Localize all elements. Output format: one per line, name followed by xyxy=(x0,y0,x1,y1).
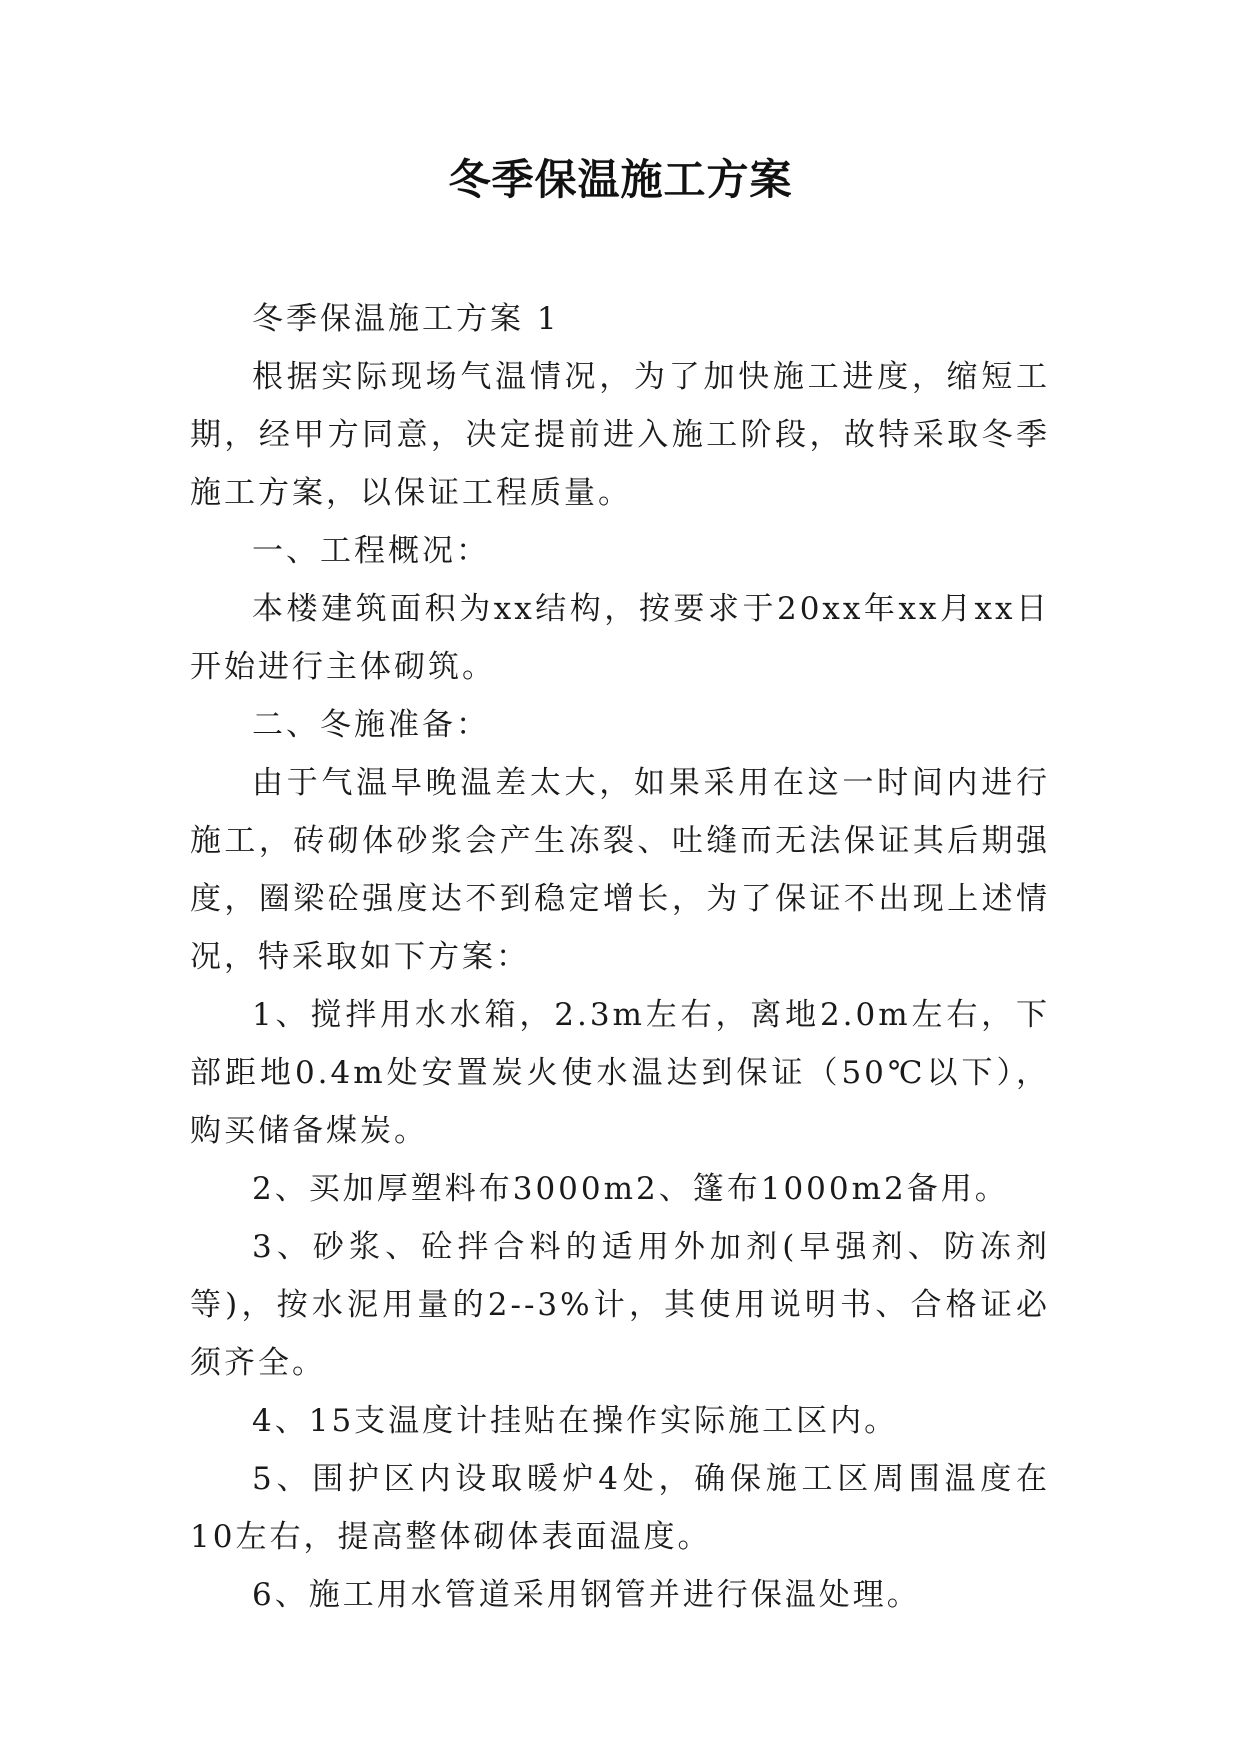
list-item: 2、买加厚塑料布3000m2、篷布1000m2备用。 xyxy=(252,1171,1009,1207)
body-paragraph: 由于气温早晚温差太大，如果采用在这一时间内进行施工，砖砌体砂浆会产生冻裂、吐缝而无法保证其后期强度，圈梁砼强度达不到稳定增长，为了保证不出现上述情况，特采取如下方案： xyxy=(190,765,1050,975)
list-item: 1、搅拌用水水箱，2.3m左右，离地2.0m左右，下部距地0.4m处安置炭火使水温达到保证（50℃以下），购买储备煤炭。 xyxy=(190,997,1050,1149)
list-item: 5、围护区内设取暖炉4处，确保施工区周围温度在10左右，提高整体砌体表面温度。 xyxy=(190,1461,1050,1555)
list-item: 4、15支温度计挂贴在操作实际施工区内。 xyxy=(252,1403,899,1439)
section-heading: 冬季保温施工方案 1 xyxy=(252,301,560,337)
document-body xyxy=(190,290,1050,1624)
document-title: 冬季保温施工方案 xyxy=(448,155,793,204)
intro-paragraph: 根据实际现场气温情况，为了加快施工进度，缩短工期，经甲方同意，决定提前进入施工阶段，故特采取冬季施工方案，以保证工程质量。 xyxy=(190,359,1050,511)
section-heading: 一、工程概况： xyxy=(252,533,490,569)
body-paragraph: 本楼建筑面积为xx结构，按要求于20xx年xx月xx日开始进行主体砌筑。 xyxy=(190,591,1050,685)
list-item: 6、施工用水管道采用钢管并进行保温处理。 xyxy=(252,1577,921,1613)
list-item: 3、砂浆、砼拌合料的适用外加剂(早强剂、防冻剂等)，按水泥用量的2--3%计，其使用说明书、合格证必须齐全。 xyxy=(190,1229,1050,1381)
section-heading: 二、冬施准备： xyxy=(252,707,490,743)
